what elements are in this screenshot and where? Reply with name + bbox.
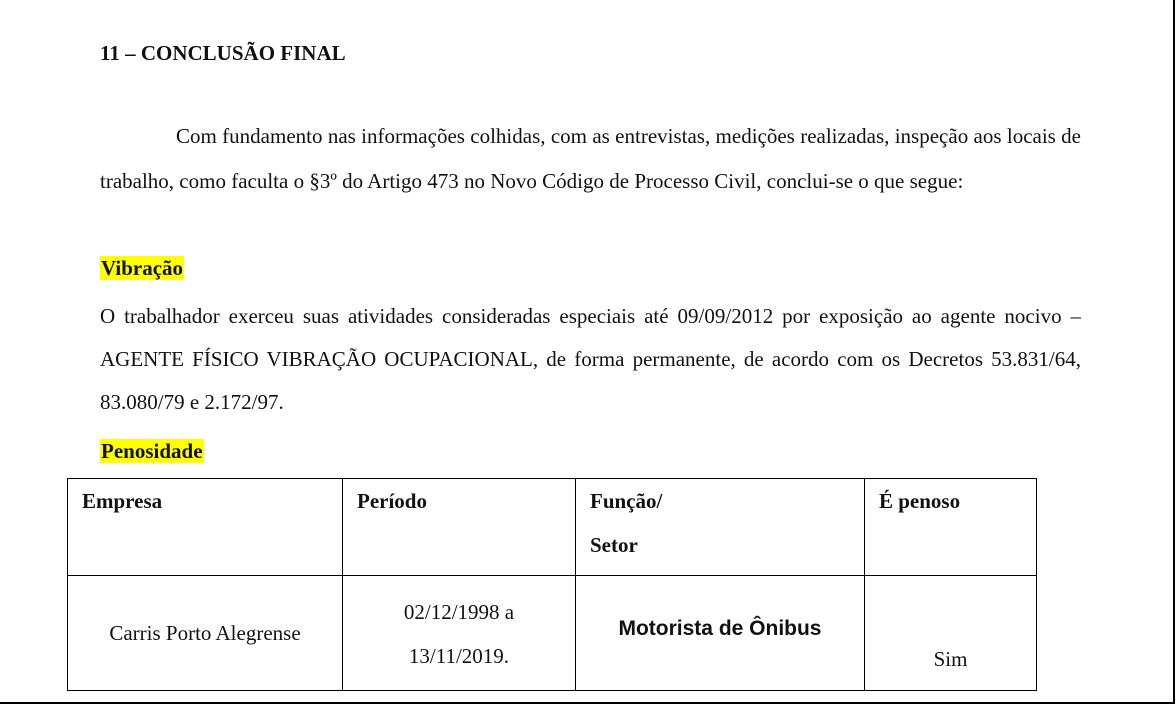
cell-penoso: Sim bbox=[865, 576, 1037, 691]
penosidade-title bbox=[100, 437, 204, 465]
table-row bbox=[68, 576, 1037, 691]
header-empresa: Empresa bbox=[68, 479, 343, 576]
penosidade-table bbox=[67, 478, 1037, 691]
cell-empresa: Carris Porto Alegrense bbox=[68, 576, 343, 691]
header-funcao-line2: Setor bbox=[590, 533, 638, 557]
header-periodo: Período bbox=[343, 479, 576, 576]
header-penoso: É penoso bbox=[865, 479, 1037, 576]
section-heading: 11 – CONCLUSÃO FINAL bbox=[100, 41, 346, 65]
table-header-row bbox=[68, 479, 1037, 576]
cell-periodo bbox=[343, 576, 576, 691]
cell-funcao: Motorista de Ônibus bbox=[576, 576, 865, 691]
intro-paragraph: Com fundamento nas informações colhidas, com as entrevistas, medições realizadas, inspeção aos locais de trabalho, como faculta o §3º do Artigo 473 no Novo Código de Processo Civil, conclui-se o que segue: bbox=[100, 124, 1081, 193]
vibracao-paragraph: O trabalhador exerceu suas atividades consideradas especiais até 09/09/2012 por exposição ao agente nocivo – AGENTE FÍSICO VIBRAÇÃO OCUPACIONAL, de forma permanente, de acordo com os Decretos 53.831/64, 83.080/79 e 2.172/97. bbox=[100, 304, 1081, 414]
cell-periodo-end: 13/11/2019. bbox=[408, 644, 510, 668]
cell-periodo-start: 02/12/1998 a bbox=[403, 600, 515, 624]
header-funcao-line1: Função/ bbox=[590, 489, 663, 513]
vibracao-title-highlight: Vibração bbox=[101, 256, 184, 280]
vibracao-title bbox=[100, 254, 184, 282]
header-funcao bbox=[576, 479, 865, 576]
penosidade-title-highlight: Penosidade bbox=[101, 439, 203, 463]
